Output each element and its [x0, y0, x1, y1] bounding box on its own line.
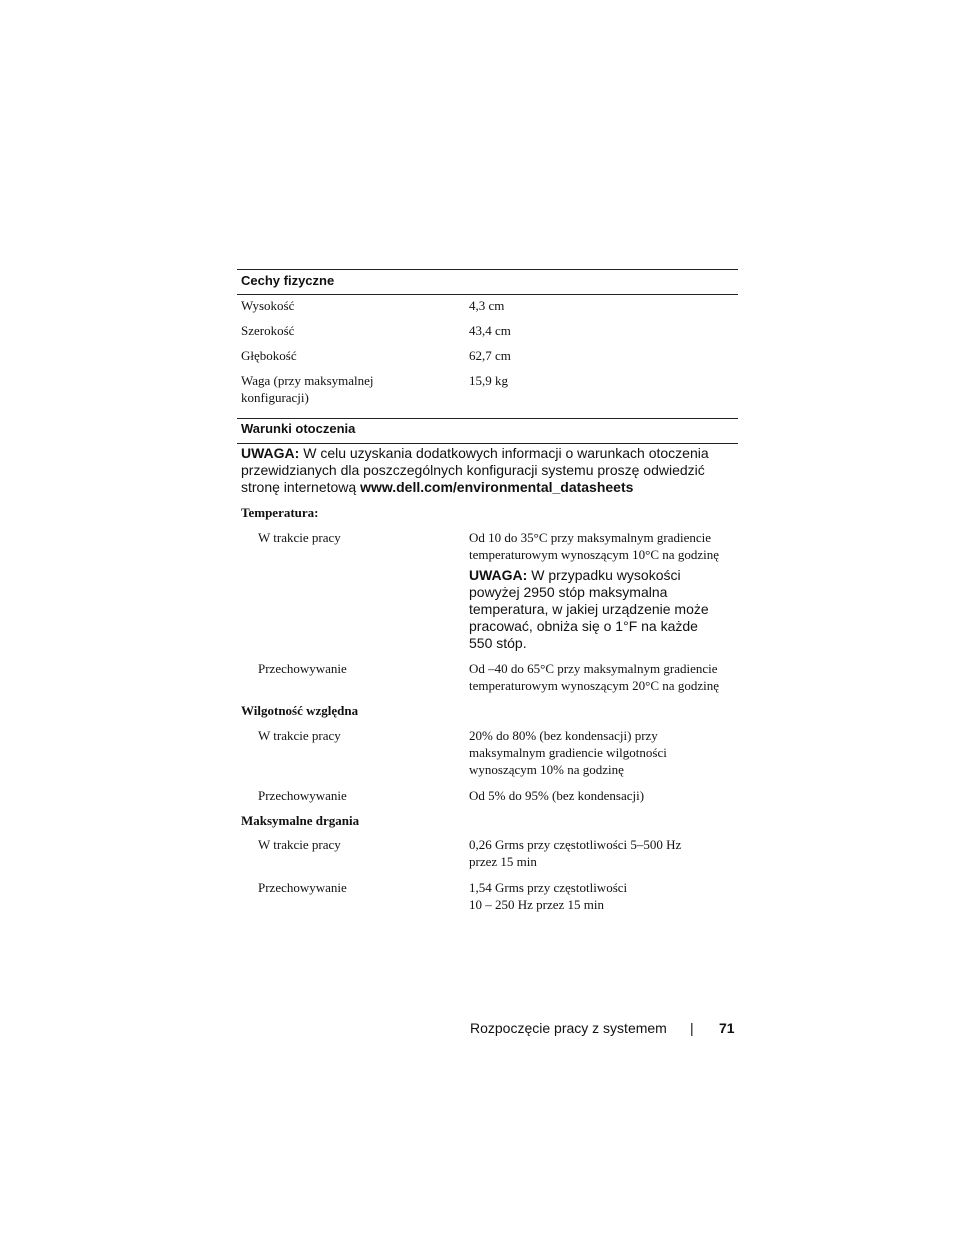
subsection-title-humidity: Wilgotność względna — [241, 703, 359, 718]
vibration-storage-line2: 10 – 250 Hz przez 15 min — [469, 897, 605, 912]
humidity-operating-value — [469, 727, 667, 778]
datasheets-link[interactable]: www.dell.com/environmental_datasheets — [360, 479, 634, 495]
temp-note-line3: temperatura, w jakiej urządzenie może — [469, 601, 709, 617]
environment-note-line1 — [241, 445, 709, 462]
temp-note-tag: UWAGA: — [469, 567, 528, 583]
temp-note-line4: pracować, obniża się o 1°F na każde — [469, 618, 698, 634]
row-label-weight-line2: konfiguracji) — [241, 390, 309, 405]
row-label-weight-line1: Waga (przy maksymalnej — [241, 373, 374, 388]
row-label-height: Wysokość — [241, 298, 295, 313]
section-header-environment: Warunki otoczenia — [241, 421, 356, 436]
temp-operating-line1: Od 10 do 35°C przy maksymalnym gradiencie — [469, 530, 712, 545]
environment-note-line3 — [241, 479, 709, 496]
section-rule-environment — [237, 443, 738, 444]
subsection-title-vibration: Maksymalne drgania — [241, 813, 360, 828]
temp-storage-label: Przechowywanie — [258, 661, 347, 676]
note-line1-text: W celu uzyskania dodatkowych informacji o warunkach otoczenia — [299, 445, 709, 461]
table-top-rule — [237, 269, 738, 270]
temp-operating-line2: temperaturowym wynoszącym 10°C na godzinę — [469, 547, 719, 562]
section-header-physical: Cechy fizyczne — [241, 273, 335, 288]
vibration-storage-line1: 1,54 Grms przy częstotliwości — [469, 880, 628, 895]
row-value-height: 4,3 cm — [469, 298, 505, 313]
row-label-weight — [241, 372, 374, 406]
vibration-operating-value — [469, 836, 681, 870]
section-top-rule-environment — [237, 418, 738, 419]
temp-storage-line2: temperaturowym wynoszącym 20°C na godzinę — [469, 678, 719, 693]
temp-note-line1-text: W przypadku wysokości — [527, 567, 681, 583]
humidity-storage-label: Przechowywanie — [258, 788, 347, 803]
temp-note-line2: powyżej 2950 stóp maksymalna — [469, 584, 668, 600]
temp-operating-note — [469, 567, 709, 652]
footer-section-title: Rozpoczęcie pracy z systemem — [470, 1020, 667, 1036]
row-value-depth: 62,7 cm — [469, 348, 511, 363]
environment-note — [241, 445, 709, 496]
page-number: 71 — [719, 1020, 735, 1036]
humidity-operating-line3: wynoszącym 10% na godzinę — [469, 762, 624, 777]
temp-storage-value — [469, 660, 719, 694]
temp-storage-line1: Od –40 do 65°C przy maksymalnym gradiencie — [469, 661, 718, 676]
humidity-storage-value: Od 5% do 95% (bez kondensacji) — [469, 788, 645, 803]
humidity-operating-line1: 20% do 80% (bez kondensacji) przy — [469, 728, 658, 743]
vibration-storage-value — [469, 879, 627, 913]
subsection-title-temperature: Temperatura: — [241, 505, 319, 520]
footer-separator: | — [690, 1020, 694, 1036]
temp-note-line5: 550 stóp. — [469, 635, 527, 651]
vibration-operating-line2: przez 15 min — [469, 854, 537, 869]
row-value-width: 43,4 cm — [469, 323, 511, 338]
temp-operating-label: W trakcie pracy — [258, 530, 341, 545]
row-label-width: Szerokość — [241, 323, 295, 338]
note-line3-prefix: stronę internetową — [241, 479, 361, 495]
environment-note-line2: przewidzianych dla poszczególnych konfiguracji systemu proszę odwiedzić — [241, 462, 705, 478]
row-value-weight: 15,9 kg — [469, 373, 508, 388]
temp-note-line1 — [469, 567, 709, 584]
humidity-operating-label: W trakcie pracy — [258, 728, 341, 743]
vibration-storage-label: Przechowywanie — [258, 880, 347, 895]
humidity-operating-line2: maksymalnym gradiencie wilgotności — [469, 745, 667, 760]
row-label-depth: Głębokość — [241, 348, 297, 363]
vibration-operating-label: W trakcie pracy — [258, 837, 341, 852]
section-rule-physical — [237, 294, 738, 295]
note-tag: UWAGA: — [241, 445, 300, 461]
vibration-operating-line1: 0,26 Grms przy częstotliwości 5–500 Hz — [469, 837, 682, 852]
temp-operating-value — [469, 529, 719, 563]
